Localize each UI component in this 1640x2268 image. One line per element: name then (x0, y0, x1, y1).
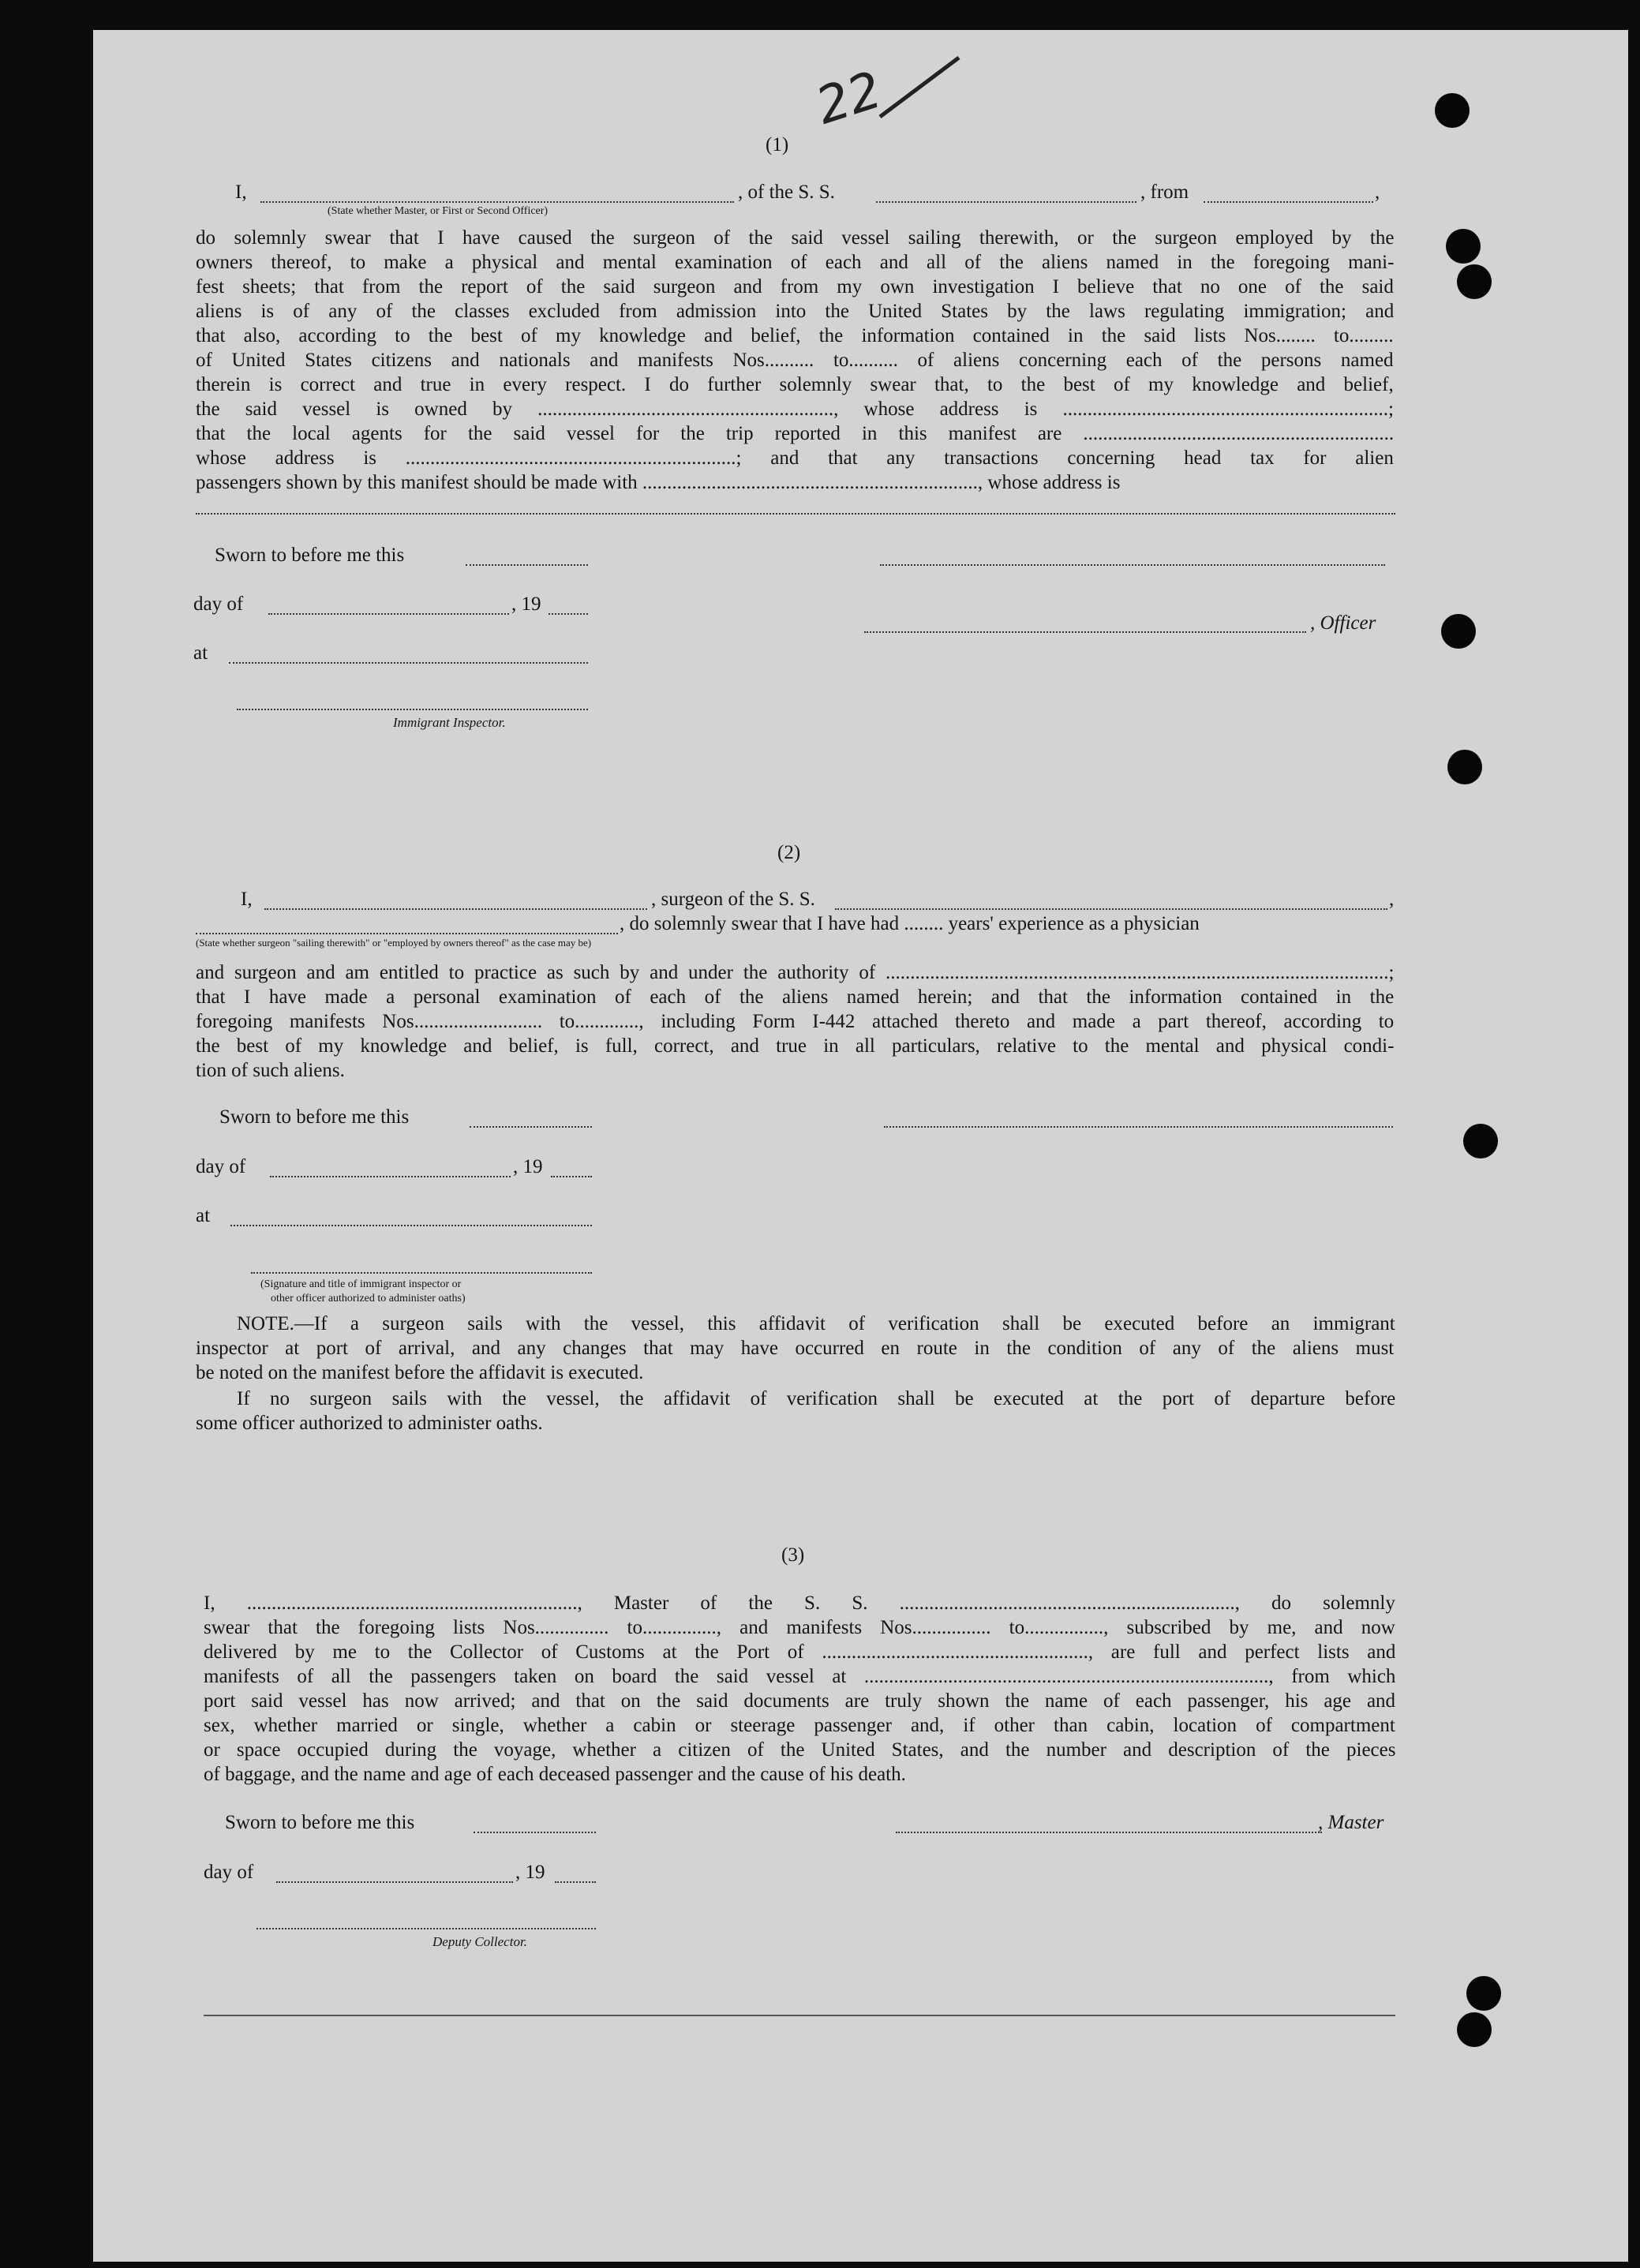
punch-hole (1447, 750, 1482, 784)
s1-line: do solemnly swear that I have caused the surgeon of the said vessel sailing therewith, or the surgeon employed by the (196, 227, 1395, 249)
s2-line: foregoing manifests Nos.......................... to............., including Form I-442 attached thereto and made a part thereof, according to (196, 1011, 1395, 1032)
s1-line: fest sheets; that from the report of the said surgeon and from my own investigation I believe that no one of the said (196, 276, 1394, 298)
s1-line: therein is correct and true in every respect. I do further solemnly swear that, to the best of my knowledge and belief, (196, 374, 1394, 395)
s3-line: delivered by me to the Collector of Customs at the Port of ......................................................, are full and perfect lists and (204, 1641, 1396, 1663)
s1-at-label: at (193, 642, 208, 664)
punch-hole (1446, 229, 1481, 264)
s2-note2-line: If no surgeon sails with the vessel, the affidavit of verification shall be executed at the port of departure before (237, 1388, 1396, 1409)
s2-sworn-label: Sworn to before me this (219, 1106, 410, 1128)
section-1-number: (1) (766, 134, 789, 155)
s3-sworn-label: Sworn to before me this (225, 1812, 415, 1833)
s1-inspector-label: Immigrant Inspector. (393, 715, 506, 730)
punch-hole (1435, 93, 1470, 128)
handwritten-mark: 22 (809, 61, 889, 137)
s2-signature-note: (Signature and title of immigrant inspector or (260, 1278, 462, 1290)
punch-hole (1457, 2012, 1492, 2047)
s3-line: manifests of all the passengers taken on board the said vessel at .................................................................................., from which (204, 1666, 1396, 1687)
handwritten-check-icon (876, 54, 963, 125)
s1-line: that the local agents for the said vessel for the trip reported in this manifest are ............................................................... (196, 423, 1395, 444)
s3-line: sex, whether married or single, whether a cabin or steerage passenger and, if other than cabin, location of compartment (204, 1715, 1395, 1736)
s2-line: and surgeon and am entitled to practice as such by and under the authority of ......................................................................................................; (196, 962, 1395, 983)
s3-line: of baggage, and the name and age of each deceased passenger and the cause of his death. (204, 1764, 906, 1785)
punch-hole (1466, 1976, 1501, 2011)
punch-hole (1441, 614, 1476, 649)
s1-line: that also, according to the best of my knowledge and belief, the information contained in the said lists Nos........ to......... (196, 325, 1394, 346)
s2-day-of-label: day of (196, 1156, 246, 1177)
s1-from-label: , from (1140, 182, 1189, 203)
section-2-number: (2) (777, 842, 801, 863)
s1-officer-note: (State whether Master, or First or Second Officer) (328, 205, 549, 217)
punch-hole (1463, 1124, 1498, 1158)
s1-line: the said vessel is owned by ............................................................, whose address is ..................................................................; (196, 399, 1394, 420)
s3-line: port said vessel has now arrived; and that on the said documents are truly shown the name of each passenger, his age and (204, 1690, 1396, 1712)
s1-day-of-label: day of (193, 593, 244, 615)
s1-line: owners thereof, to make a physical and mental examination of each and all of the aliens named in the foregoing mani- (196, 252, 1395, 273)
s3-line: I, ..................................................................., Master of the S. S. ...................................................................., do solemnly (204, 1592, 1395, 1614)
section-3-number: (3) (781, 1544, 805, 1566)
s2-surgeon-note: (State whether surgeon "sailing therewith" or "employed by owners thereof" as the case may be) (196, 937, 592, 949)
s3-collector-label: Deputy Collector. (432, 1934, 527, 1949)
s2-line: tion of such aliens. (196, 1060, 345, 1081)
s1-line: aliens is of any of the classes excluded from admission into the United States by the laws regulating immigration; and (196, 301, 1395, 322)
s3-line: or space occupied during the voyage, whether a citizen of the United States, and the number and description of the pieces (204, 1739, 1396, 1761)
s3-line: swear that the foregoing lists Nos............... to..............., and manifests Nos................ to................, subscribed by me, and now (204, 1617, 1395, 1638)
s3-master-label: , Master (1318, 1812, 1384, 1833)
s2-line: the best of my knowledge and belief, is full, correct, and true in all particulars, relative to the mental and physical condi- (196, 1035, 1395, 1057)
s2-note2-line: some officer authorized to administer oaths. (196, 1413, 543, 1434)
s1-of-ss-label: , of the S. S. (738, 182, 835, 203)
bottom-rule (204, 2015, 1395, 2016)
s3-day-of-label: day of (204, 1862, 254, 1883)
s2-surgeon-of-label: , surgeon of the S. S. (651, 889, 815, 910)
s1-line: of United States citizens and nationals and manifests Nos.......... to.......... of aliens concerning each of the persons named (196, 350, 1394, 371)
s2-note-line: inspector at port of arrival, and any changes that may have occurred en route in the condition of any of the aliens must (196, 1338, 1395, 1359)
s1-officer-label: , Officer (1310, 612, 1376, 634)
s2-note-line: be noted on the manifest before the affidavit is executed. (196, 1362, 644, 1383)
s2-at-label: at (196, 1205, 211, 1226)
s2-line: that I have made a personal examination of each of the aliens named herein; and that the information contained in the (196, 986, 1395, 1008)
s2-note-line: NOTE.—If a surgeon sails with the vessel, this affidavit of verification shall be executed before an immigrant (237, 1313, 1395, 1334)
s1-line: passengers shown by this manifest should be made with ...................................................................., whose address is (196, 472, 1121, 493)
s1-i-label: I, (235, 182, 247, 203)
s1-sworn-label: Sworn to before me this (215, 545, 405, 566)
s2-swear-line: , do solemnly swear that I have had ........ years' experience as a physician (620, 913, 1200, 934)
punch-hole (1457, 264, 1492, 299)
s1-line: whose address is ...................................................................; and that any transactions concerning head tax for alien (196, 447, 1394, 469)
s2-i-label: I, (241, 889, 253, 910)
